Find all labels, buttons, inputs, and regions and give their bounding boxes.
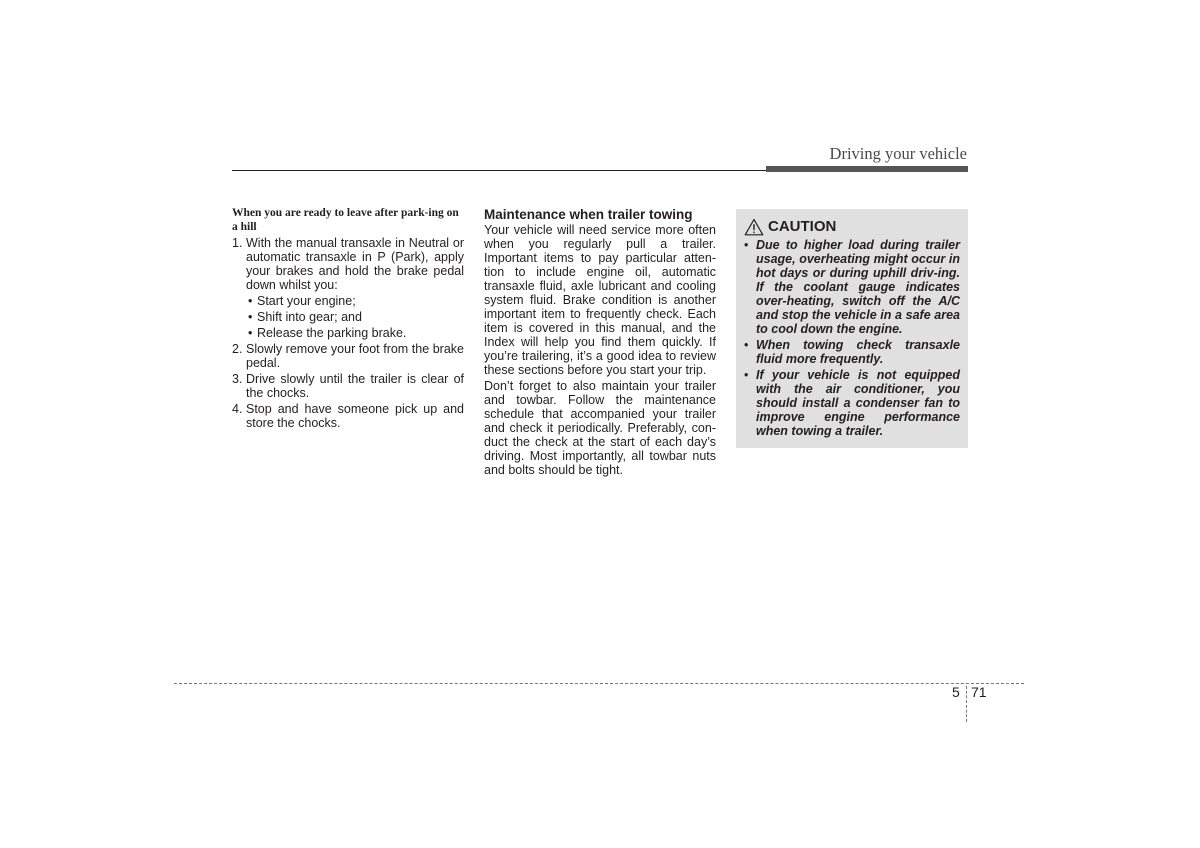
bullet: • (248, 294, 253, 308)
footer-vertical-dashed-rule (966, 686, 967, 722)
sub-list-item (248, 326, 464, 340)
sub-list-item (248, 294, 464, 308)
step-text: Drive slowly until the trailer is clear of the chocks. (246, 372, 464, 400)
header-bar (766, 166, 968, 172)
caution-item (744, 238, 960, 336)
caution-text: Due to higher load during trailer usage, overheating might occur in hot days or during uphill driv-ing. If the coolant gauge indicates over-heating, switch off the A/C and stop the vehicle in a safe area to cool down the engine. (756, 238, 960, 336)
step-text: Stop and have someone pick up and store the chocks. (246, 402, 464, 430)
caution-text: When towing check transaxle fluid more frequently. (756, 338, 960, 366)
step-number: 4. (232, 402, 243, 416)
caution-header (744, 218, 960, 236)
page-number: 71 (971, 684, 987, 700)
caution-text: If your vehicle is not equipped with the air conditioner, you should install a condenser fan to improve engine performance when towing a trailer. (756, 368, 960, 438)
step-number: 3. (232, 372, 243, 386)
chapter-number: 5 (952, 684, 960, 700)
sub-list-text: Release the parking brake. (257, 326, 407, 340)
footer-dashed-rule (174, 683, 1024, 684)
step-number: 1. (232, 236, 243, 250)
step-text: With the manual transaxle in Neutral or automatic transaxle in P (Park), apply your brakes and hold the brake pedal down whilst you: (246, 236, 464, 292)
sub-list-item (248, 310, 464, 324)
section-heading-maintenance: Maintenance when trailer towing (484, 207, 693, 222)
caution-item (744, 338, 960, 366)
step-item (232, 372, 464, 400)
bullet: • (248, 326, 253, 340)
paragraph: Your vehicle will need service more often when you regularly pull a trailer. Important items to pay particular atten-tion to include engine oil, automatic transaxle fluid, axle lubricant and cooling system fluid. Brake condition is another important item to frequently check. Each item is covered in this manual, and the Index will help you find them quickly. If you’re trailering, it’s a good idea to review these sections before you start your trip. (484, 223, 716, 377)
header-rule (232, 170, 766, 171)
section-heading-leave-hill: When you are ready to leave after park-ing on a hill (232, 207, 459, 233)
caution-title: CAUTION (768, 218, 837, 235)
bullet: • (744, 368, 749, 382)
step-item (232, 402, 464, 430)
caution-box (736, 209, 968, 448)
caution-item (744, 368, 960, 438)
bullet: • (744, 238, 749, 252)
sub-list-text: Start your engine; (257, 294, 356, 308)
bullet: • (248, 310, 253, 324)
step-item (232, 342, 464, 370)
page-header-title: Driving your vehicle (829, 144, 967, 163)
bullet: • (744, 338, 749, 352)
step-text: Slowly remove your foot from the brake pedal. (246, 342, 464, 370)
paragraph: Don’t forget to also maintain your trailer and towbar. Follow the maintenance schedule that accompanied your trailer and check it periodically. Preferably, con-duct the check at the start of each day’s driving. Most importantly, all towbar nuts and bolts should be tight. (484, 379, 716, 477)
warning-triangle-icon (744, 218, 764, 236)
step-item (232, 236, 464, 292)
left-column (232, 206, 464, 432)
sub-list-text: Shift into gear; and (257, 310, 362, 324)
step-number: 2. (232, 342, 243, 356)
middle-column (484, 207, 716, 479)
